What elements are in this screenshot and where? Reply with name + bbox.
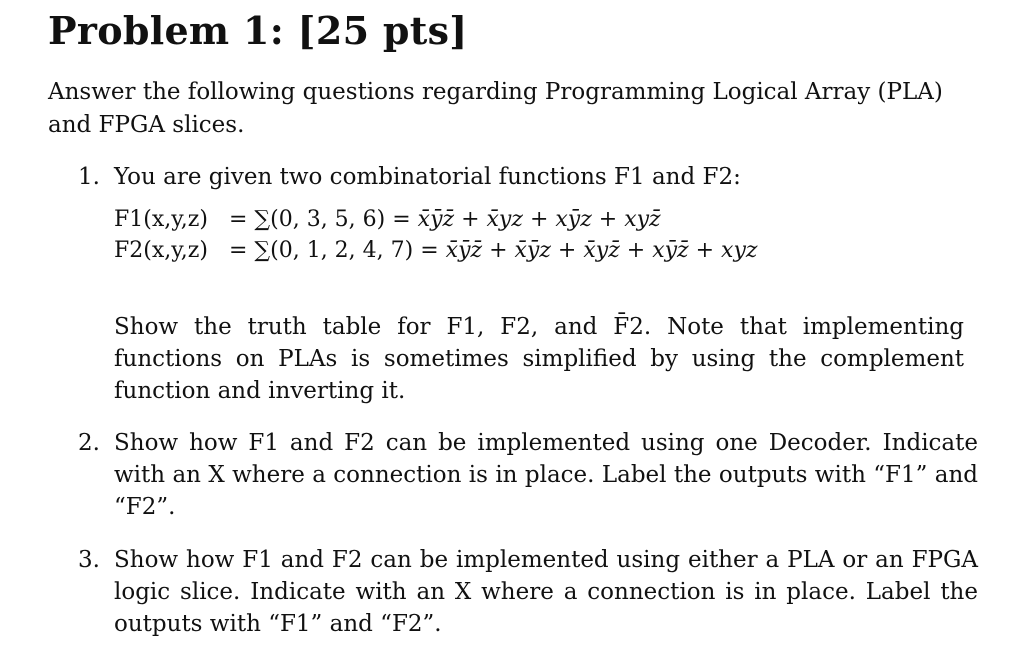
item-text: Show how F1 and F2 can be implemented using either a PLA or an FPGA logic slice. Indicate with an X where a connection is in place. Label the outputs with “F1” and “F2”.	[114, 547, 978, 637]
item-number: 1.	[78, 164, 100, 190]
item-text: Show how F1 and F2 can be implemented using one Decoder. Indicate with an X where a connection is in place. Label the outputs with “F1” and “F2”.	[114, 430, 978, 520]
list-item-1	[78, 161, 978, 411]
equation-f1	[114, 205, 661, 235]
list-item-3	[78, 544, 978, 644]
equation-sum: = ∑(0, 1, 2, 4, 7)	[229, 238, 414, 263]
item-number: 2.	[78, 430, 100, 456]
item-number: 3.	[78, 547, 100, 573]
equation-f2	[114, 236, 757, 266]
equation-lhs: F2(x,y,z)	[114, 238, 208, 263]
item-followup-text: Show the truth table for F1, F2, and F̄2. Note that implementing functions on PLAs is sometimes simplified by using the complement function and inverting it.	[114, 314, 964, 404]
intro-paragraph: Answer the following questions regarding Programming Logical Array (PLA) and FPGA slices.	[48, 79, 943, 138]
item-text: You are given two combinatorial functions F1 and F2:	[114, 164, 741, 190]
problem-title: Problem 1: [25 pts]	[48, 8, 468, 53]
list-item-2	[78, 427, 978, 527]
equation-rhs: = x̄ȳz̄ + x̄yz + xȳz + xyz̄	[392, 207, 661, 232]
equation-rhs: = x̄ȳz̄ + x̄ȳz + x̄yz̄ + xȳz̄ + xyz	[420, 238, 758, 263]
equation-lhs: F1(x,y,z)	[114, 207, 208, 232]
equation-sum: = ∑(0, 3, 5, 6)	[229, 207, 386, 232]
